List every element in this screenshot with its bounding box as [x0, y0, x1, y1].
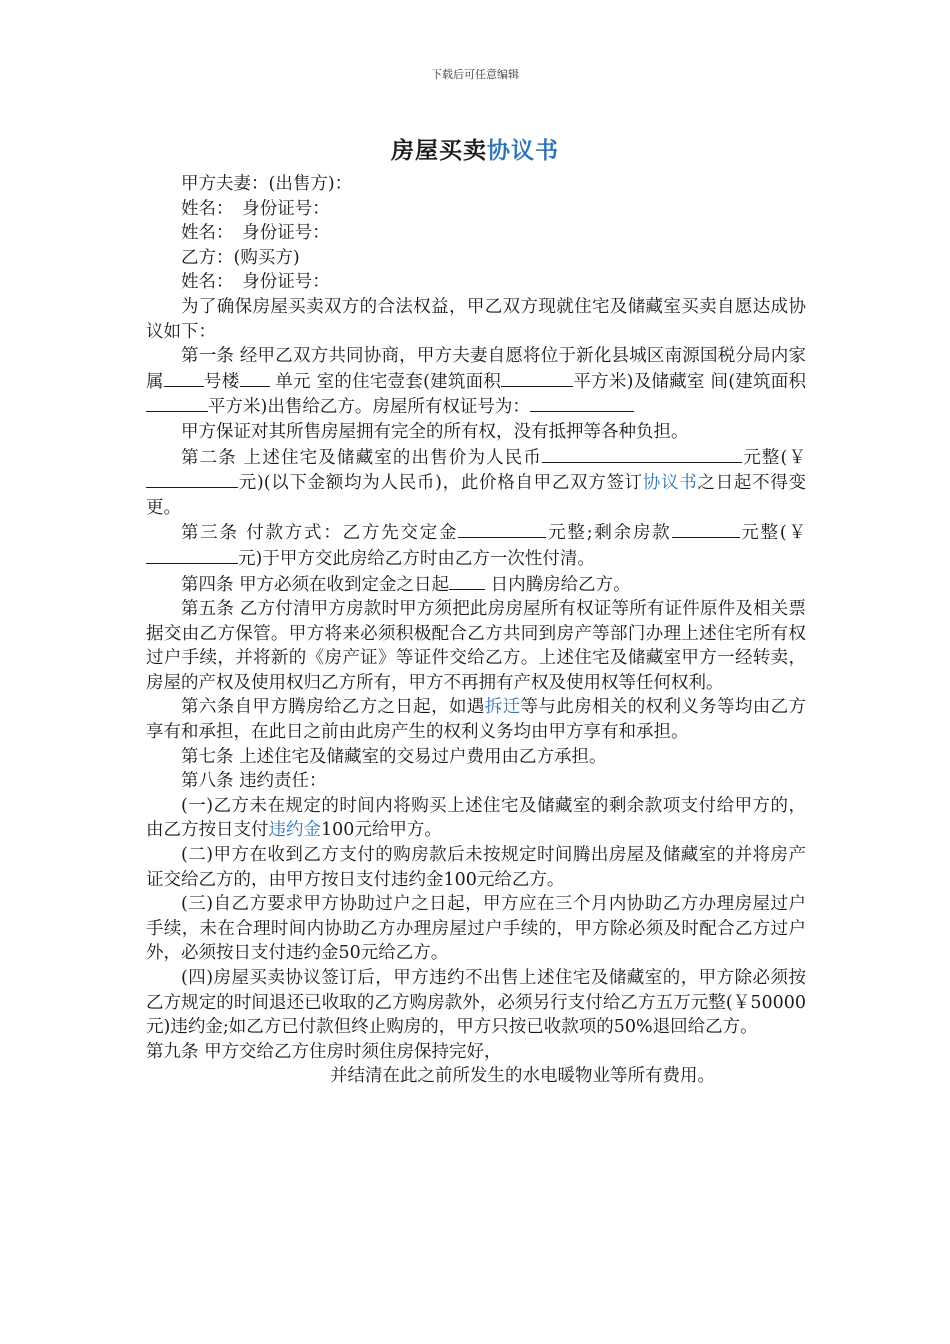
blank-area-house	[501, 369, 573, 387]
party-b-name: 姓名： 身份证号：	[181, 272, 330, 293]
party-a-name-1: 姓名： 身份证号：	[181, 198, 330, 219]
article-9-continued: 并结清在此之前所发生的水电暖物业等所有费用。	[330, 1066, 715, 1087]
article-8-clause-1: (一)乙方未在规定的时间内将购买上述住宅及储藏室的剩余款项支付给甲方的，由乙方按日支付违约金100元给甲方。	[146, 795, 806, 841]
article-5: 第五条 乙方付清甲方房款时甲方须把此房房屋所有权证等所有证件原件及相关票据交由乙方保管。甲方将来必须积极配合乙方共同到房产等部门办理上述住宅所有权过户手续，并将新的《房产证》等证件交给乙方。上述住宅及储藏室甲方一经转卖，房屋的产权及使用权归乙方所有，甲方不再拥有产权及使用权等任何权利。	[146, 599, 806, 693]
article-1: 第一条 经甲乙双方共同协商，甲方夫妻自愿将位于新化县城区南源国税分局内家属 号楼 单元 室的住宅壹套(建筑面积 平方米)及储藏室 间(建筑面积平方米)出售给乙方。房屋所有权证号为：	[146, 346, 807, 418]
blank-unit	[240, 369, 270, 387]
article-9: 第九条 甲方交给乙方住房时须住房保持完好，	[146, 1041, 502, 1062]
title-text: 房屋买卖	[391, 137, 487, 164]
document-body	[146, 172, 806, 1089]
party-a-name-2: 姓名： 身份证号：	[181, 223, 330, 244]
blank-building	[164, 369, 204, 387]
article-8-clause-2: (二)甲方在收到乙方支付的购房款后未按规定时间腾出房屋及储藏室的并将房产证交给乙方的，由甲方按日支付违约金100元给乙方。	[146, 845, 806, 890]
intro-paragraph: 为了确保房屋买卖双方的合法权益，甲乙双方现就住宅及储藏室买卖自愿达成协议如下：	[146, 296, 806, 342]
blank-cert-no	[530, 394, 634, 412]
blank-remaining	[672, 520, 740, 538]
party-b-line: 乙方：(购买方)	[181, 247, 300, 268]
agreement-link[interactable]: 协议书	[642, 473, 698, 494]
page-header-note: 下载后可任意编辑	[431, 68, 519, 81]
blank-area-storage	[146, 394, 208, 412]
article-4: 第四条 甲方必须在收到定金之日起 日内腾房给乙方。	[146, 572, 806, 598]
blank-days	[449, 572, 485, 590]
article-3: 第三条 付款方式：乙方先交定金 元整;剩余房款 元整(￥元)于甲方交此房给乙方时由乙方一次性付清。	[146, 520, 806, 571]
title-link[interactable]: 协议书	[487, 137, 559, 164]
article-6: 第六条自甲方腾房给乙方之日起，如遇拆迁等与此房相关的权利义务等均由乙方享有和承担，在此日之前由此房产生的权利义务均由甲方享有和承担。	[146, 697, 807, 743]
article-1-guarantee: 甲方保证对其所售房屋拥有完全的所有权，没有抵押等各种负担。	[181, 421, 689, 442]
penalty-link[interactable]: 违约金	[268, 820, 321, 841]
article-8-clause-4: (四)房屋买卖协议签订后，甲方违约不出售上述住宅及储藏室的，甲方除必须按乙方规定的时间退还已收取的乙方购房款外，必须另行支付给乙方五万元整(￥50000元)违约金;如乙方已付款但终止购房的，甲方只按已收款项的50%退回给乙方。	[146, 968, 806, 1038]
document-title	[0, 132, 950, 165]
article-8-clause-3: (三)自乙方要求甲方协助过户之日起，甲方应在三个月内协助乙方办理房屋过户手续，未在合理时间内协助乙方办理房屋过户手续的，甲方除必须及时配合乙方过户外，必须按日支付违约金50元给乙方。	[146, 894, 806, 964]
blank-price-words	[542, 445, 742, 463]
blank-price-number	[146, 470, 238, 488]
party-a-line: 甲方夫妻：(出售方)：	[181, 174, 353, 194]
article-7: 第七条 上述住宅及储藏室的交易过户费用由乙方承担。	[181, 746, 607, 767]
article-8-heading: 第八条 违约责任：	[181, 771, 327, 792]
demolition-link[interactable]: 拆迁	[484, 697, 521, 718]
blank-remaining-number	[146, 546, 238, 564]
article-2: 第二条 上述住宅及储藏室的出售价为人民币 元整(￥元)(以下金额均为人民币)，此价格自甲乙双方签订协议书之日起不得变更。	[146, 445, 806, 521]
blank-deposit	[458, 520, 546, 538]
